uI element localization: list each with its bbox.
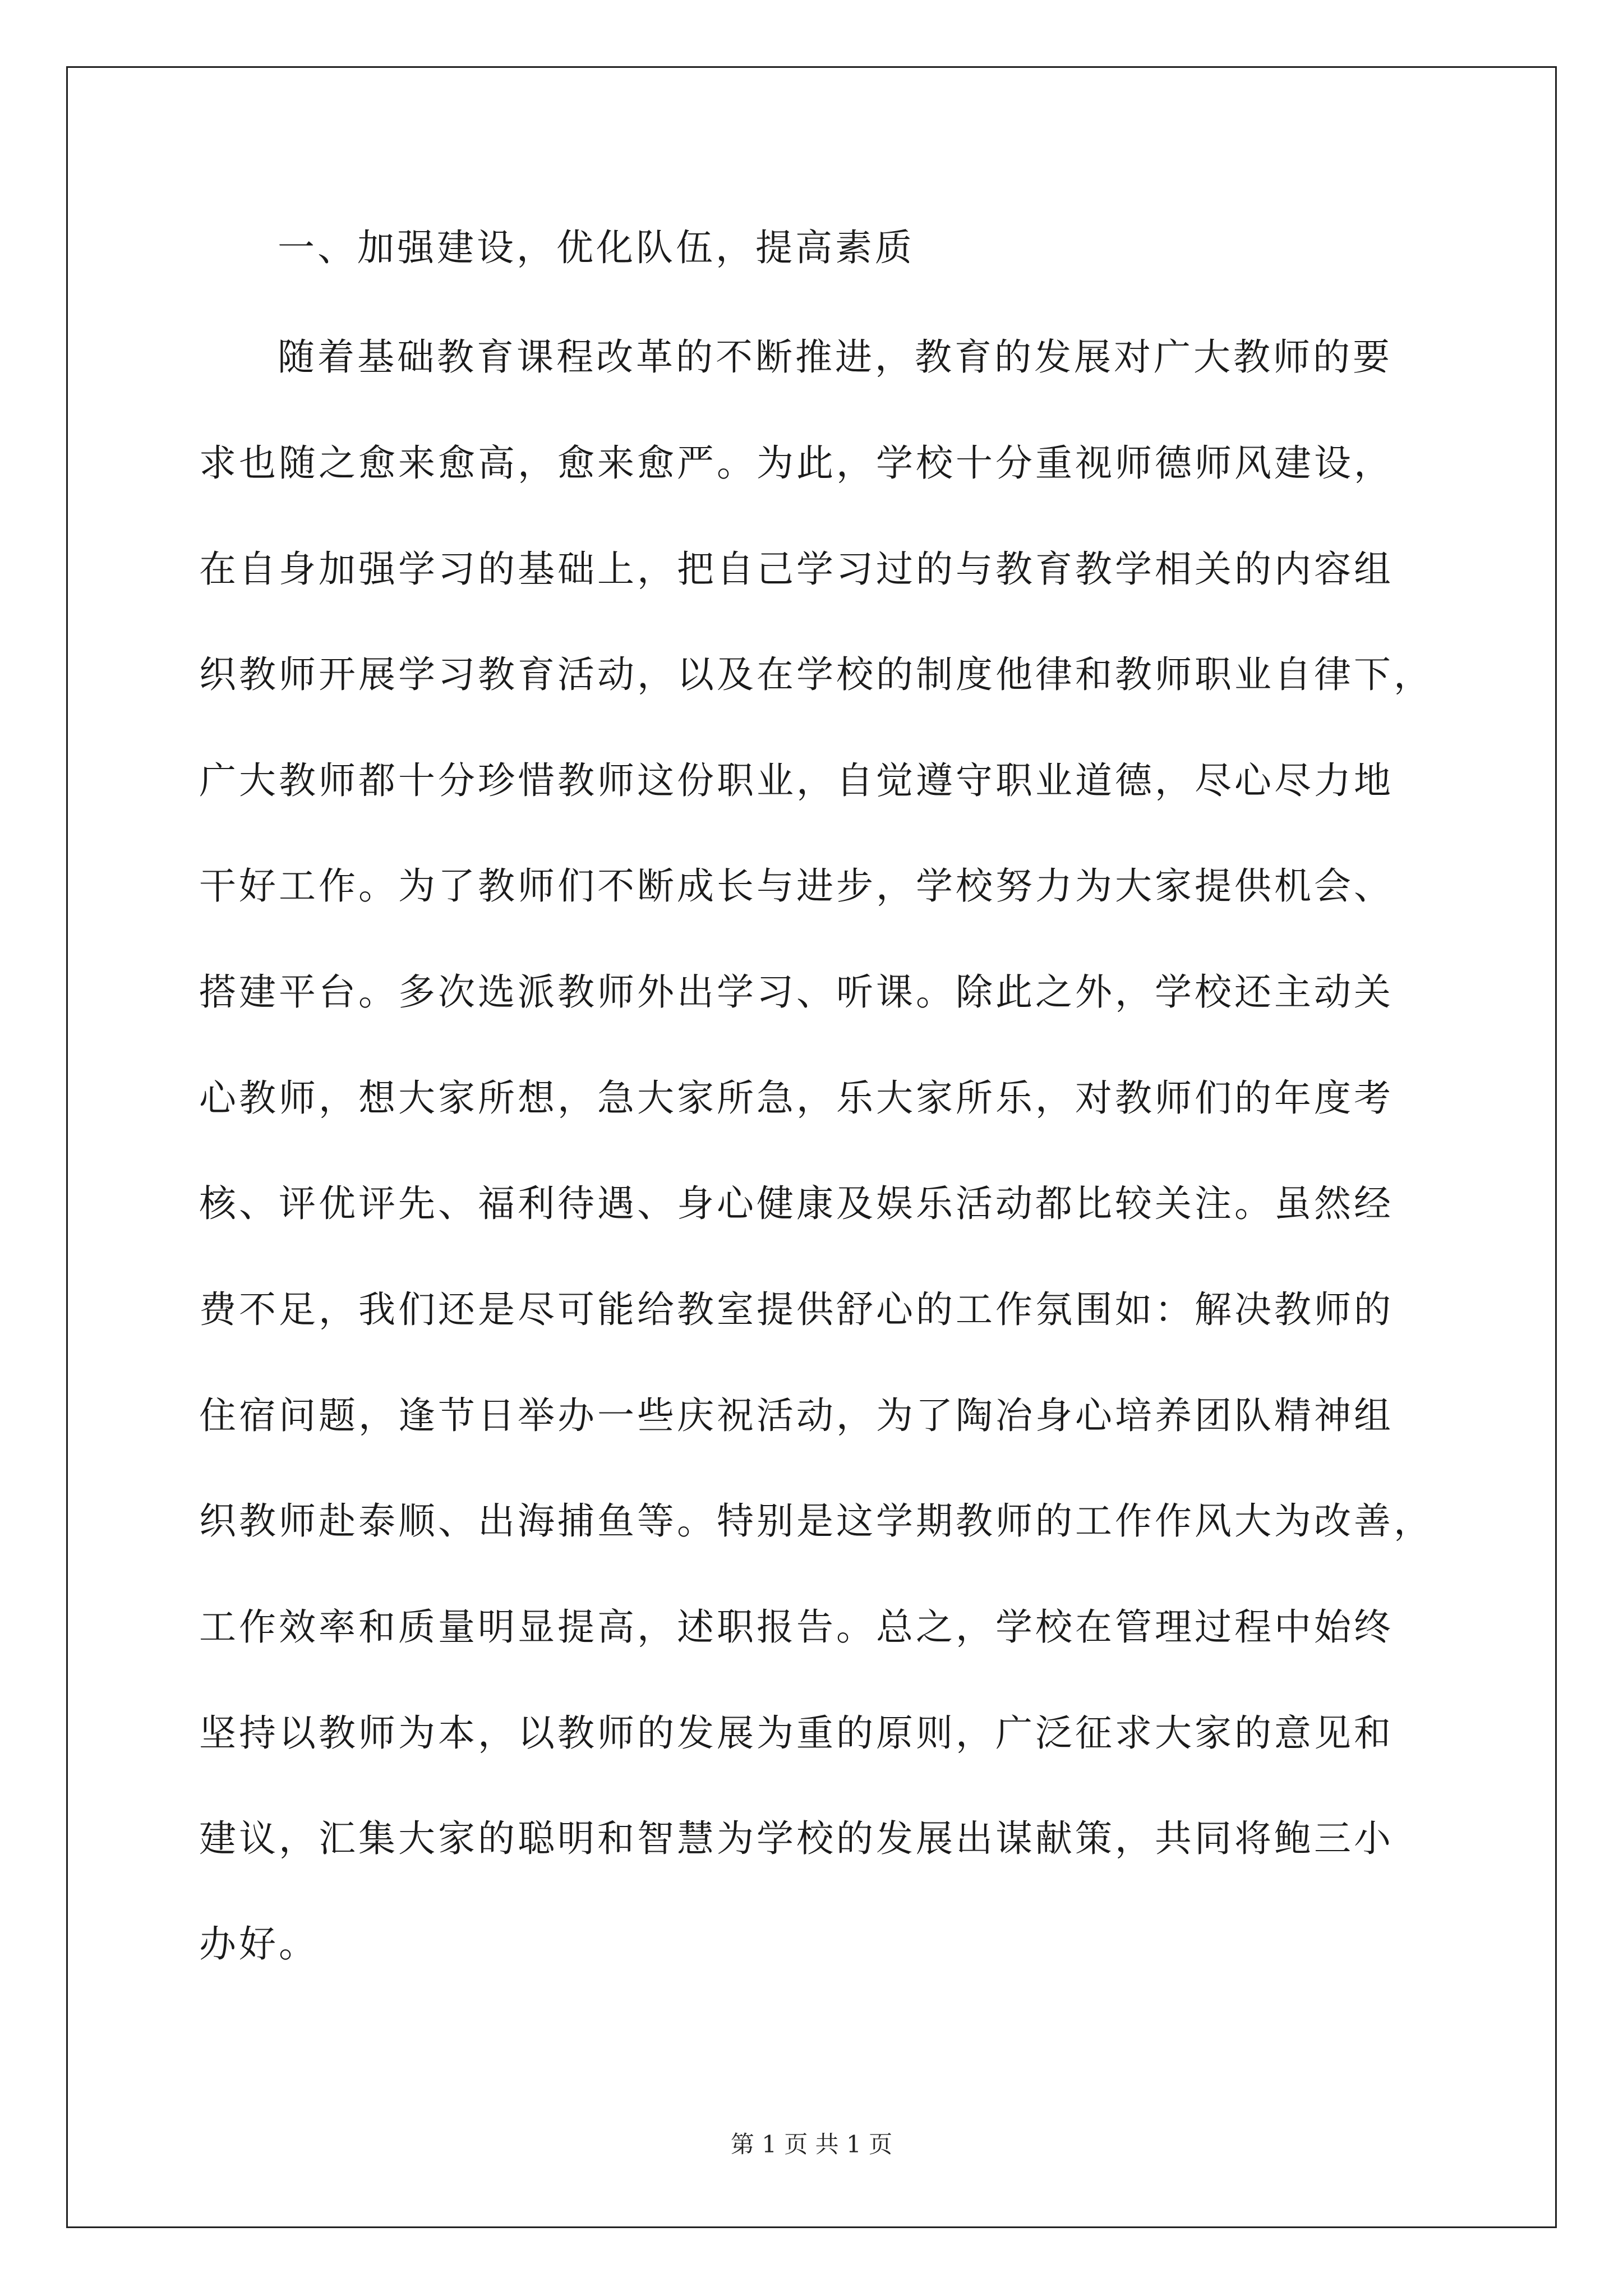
- paragraph-line: 费不足，我们还是尽可能给教室提供舒心的工作氛围如：解决教师的: [199, 1288, 1394, 1331]
- paragraph-line: 建议，汇集大家的聪明和智慧为学校的发展出谋献策，共同将鲍三小: [199, 1817, 1394, 1860]
- paragraph-line: 搭建平台。多次选派教师外出学习、听课。除此之外，学校还主动关: [199, 970, 1394, 1014]
- paragraph-line: 织教师开展学习教育活动，以及在学校的制度他律和教师职业自律下，: [199, 653, 1433, 696]
- page-number-footer: 第 1 页 共 1 页: [730, 2131, 893, 2158]
- paragraph-line: 干好工作。为了教师们不断成长与进步，学校努力为大家提供机会、: [199, 864, 1394, 908]
- paragraph-line: 工作效率和质量明显提高，述职报告。总之，学校在管理过程中始终: [199, 1605, 1394, 1649]
- section-heading: 一、加强建设，优化队伍，提高素质: [278, 226, 915, 269]
- paragraph-line: 坚持以教师为本，以教师的发展为重的原则，广泛征求大家的意见和: [199, 1711, 1394, 1755]
- paragraph-line: 广大教师都十分珍惜教师这份职业，自觉遵守职业道德，尽心尽力地: [199, 759, 1394, 802]
- paragraph-line: 随着基础教育课程改革的不断推进，教育的发展对广大教师的要: [278, 335, 1393, 379]
- page-border: [66, 66, 1557, 2228]
- paragraph-line: 求也随之愈来愈高，愈来愈严。为此，学校十分重视师德师风建设，: [199, 441, 1394, 485]
- paragraph-line: 在自身加强学习的基础上，把自己学习过的与教育教学相关的内容组: [199, 547, 1394, 591]
- paragraph-line: 织教师赴泰顺、出海捕鱼等。特别是这学期教师的工作作风大为改善，: [199, 1499, 1433, 1543]
- paragraph-line: 心教师，想大家所想，急大家所急，乐大家所乐，对教师们的年度考: [199, 1076, 1394, 1120]
- paragraph-line: 住宿问题，逢节日举办一些庆祝活动，为了陶冶身心培养团队精神组: [199, 1394, 1394, 1437]
- paragraph-line: 办好。: [199, 1922, 319, 1966]
- paragraph-line: 核、评优评先、福利待遇、身心健康及娱乐活动都比较关注。虽然经: [199, 1182, 1394, 1225]
